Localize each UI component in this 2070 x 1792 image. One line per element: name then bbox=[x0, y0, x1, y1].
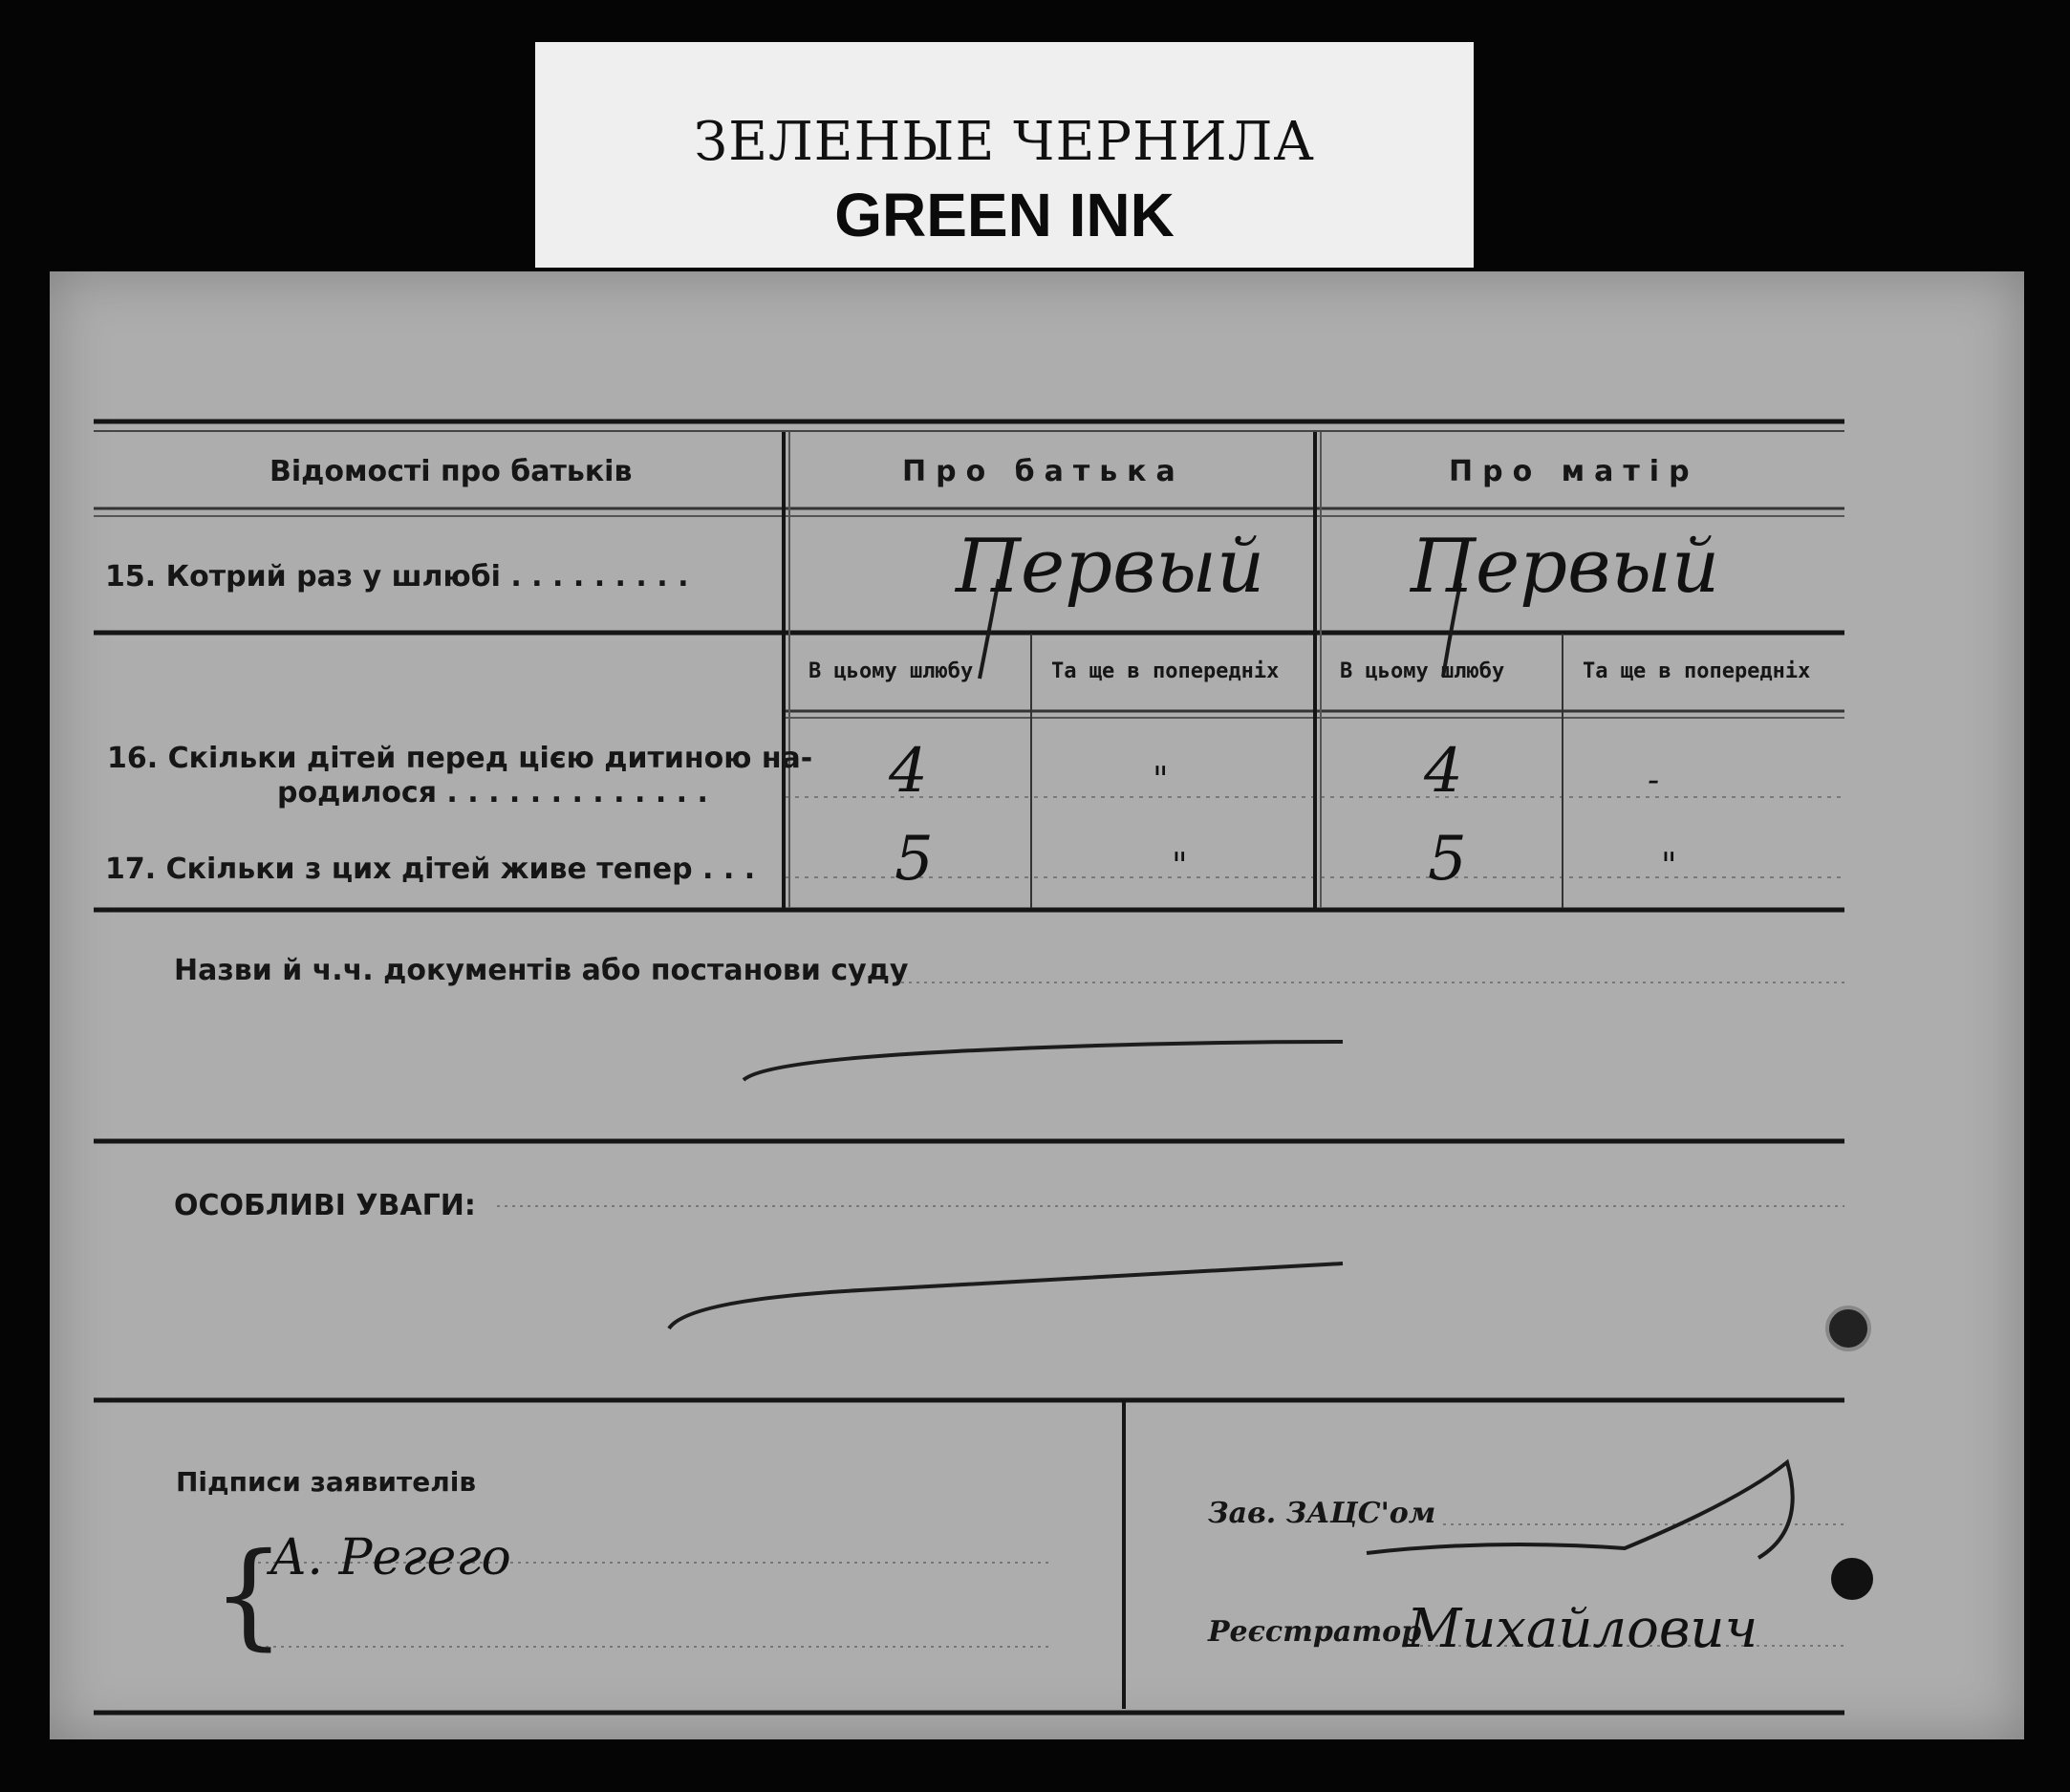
header-parents-info: Відомості про батьків bbox=[270, 455, 633, 488]
registrar-label: Реєстратор bbox=[1208, 1615, 1422, 1649]
subheader-mother-this-marriage: В цьому шлюбу bbox=[1340, 659, 1505, 683]
applicants-signatures-label: Підписи заявителів bbox=[176, 1466, 477, 1498]
row16-label-line2: родилося . . . . . . . . . . . . . bbox=[277, 776, 708, 810]
subheader-mother-previous: Та ще в попередніх bbox=[1583, 659, 1811, 683]
subheader-father-previous: Та ще в попередніх bbox=[1051, 659, 1280, 683]
binding-hole-2 bbox=[1831, 1558, 1873, 1600]
row16-label-line1: 16. Скільки дітей перед цією дитиною на- bbox=[107, 742, 813, 775]
applicant-signature: А. Регего bbox=[270, 1529, 511, 1587]
head-of-registry-label: Зав. ЗАЦС'ом bbox=[1208, 1497, 1436, 1530]
label-english-text: GREEN INK bbox=[834, 181, 1175, 249]
applicants-brace: { bbox=[212, 1529, 286, 1662]
label-russian-text: ЗЕЛЕНЫЕ ЧЕРНИЛА bbox=[694, 111, 1315, 173]
row16-father-this-value: 4 bbox=[889, 736, 928, 807]
remarks-label: ОСОБЛИВІ УВАГИ: bbox=[174, 1189, 476, 1222]
row17-label: 17. Скільки з цих дітей живе тепер . . . bbox=[105, 853, 756, 886]
documents-label: Назви й ч.ч. документів або постанови суду bbox=[174, 954, 909, 987]
row17-mother-previous-value: " bbox=[1661, 847, 1677, 886]
row16-mother-this-value: 4 bbox=[1424, 736, 1463, 807]
row15-mother-value: Первый bbox=[1411, 524, 1720, 610]
row15-label: 15. Котрий раз у шлюбі . . . . . . . . . bbox=[105, 560, 689, 594]
row16-father-previous-value: " bbox=[1153, 761, 1169, 800]
header-about-father: Про батька bbox=[902, 455, 1185, 488]
header-about-mother: Про матір bbox=[1449, 455, 1699, 488]
binding-hole-1 bbox=[1825, 1306, 1871, 1351]
row16-mother-previous-value: - bbox=[1648, 761, 1660, 800]
row15-father-value: Первый bbox=[956, 524, 1265, 610]
subheader-father-this-marriage: В цьому шлюбу bbox=[809, 659, 974, 683]
registrar-signature: Михайлович bbox=[1407, 1598, 1758, 1660]
row17-father-this-value: 5 bbox=[895, 824, 934, 895]
row17-mother-this-value: 5 bbox=[1428, 824, 1467, 895]
row17-father-previous-value: " bbox=[1172, 847, 1188, 886]
